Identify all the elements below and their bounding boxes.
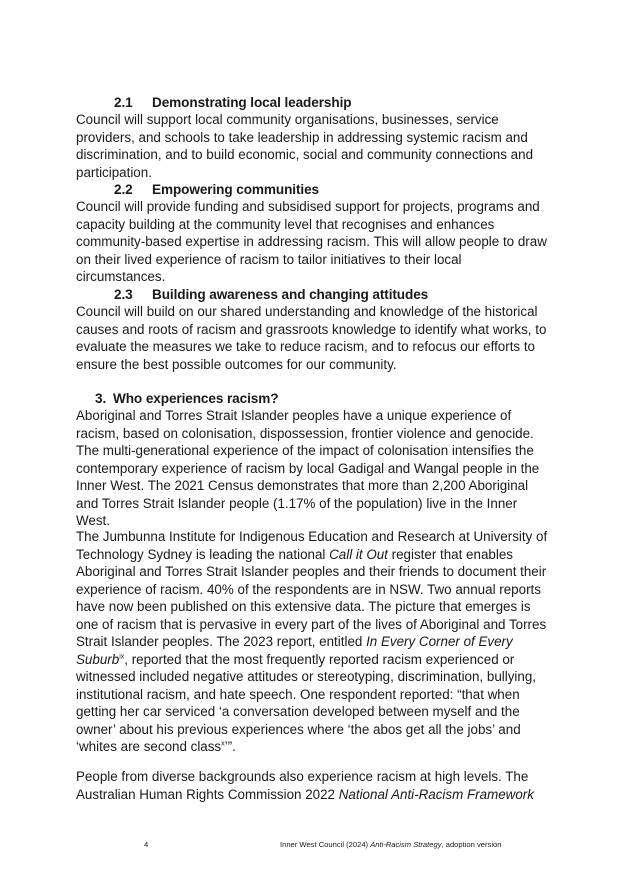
text-run: The Jumbunna Institute for Indigenous Education and Research at University of Technology Sydney is leading the national [76, 529, 548, 562]
section-title: Empowering communities [152, 182, 319, 197]
page-number: 4 [144, 840, 149, 849]
section-body-2-2: Council will provide funding and subsidised support for projects, programs and capacity building at the community level that recognises and enhances community-based expertise in addressing racism. This will allow people to draw on their lived experience of racism to tailor initiatives to their local circumstances. [76, 199, 547, 284]
section3-paragraph-2 [76, 528, 552, 756]
section-body-2-1: Council will support local community organisations, businesses, service providers, and schools to take leadership in addressing systemic racism and discrimination, and to build economic, social and community connections and participation. [76, 112, 534, 180]
text-run: Inner West Council (2024) [280, 840, 371, 849]
text-run: register that enables Aboriginal and Torres Strait Islander peoples and their friends to document their experience of racism. 40% of the respondents are in NSW. Two annual reports have now been published on this extensive data. The picture that emerges is one of racism that is pervasive in every part of the lives of Aboriginal and Torres Strait Islander peoples. The 2023 report, entitled [76, 546, 547, 649]
footer-citation [280, 840, 501, 850]
report-title: In Every Corner of Every Suburb [76, 634, 513, 667]
section-title: Who experiences racism? [113, 391, 279, 406]
endnote-marker: ix [119, 653, 125, 661]
section-number: 2.1 [114, 95, 133, 110]
section3-paragraph-3 [76, 768, 552, 803]
framework-title: National Anti-Racism Framework [338, 786, 534, 802]
section-title: Building awareness and changing attitudes [152, 287, 429, 302]
register-name: Call it Out [329, 546, 388, 562]
endnote-marker: x [221, 740, 225, 748]
section-number: 3. [95, 391, 107, 406]
text-run: , reported that the most frequently reported racism experienced or witnessed included negative attitudes or stereotyping, discrimination, bullying, institutional racism, and hate speech. One respondent reported: “that when getting her car serviced ‘a conversation developed between myself and the owner’ about his previous experiences where ‘the abos get all the jobs’ and ‘whites are second class [76, 651, 537, 754]
section-title: Demonstrating local leadership [152, 95, 352, 110]
section3-paragraph-1: Aboriginal and Torres Strait Islander peoples have a unique experience of racism, based on colonisation, dispossession, frontier violence and genocide. The multi-generational experience of the impact of colonisation intensifies the contemporary experience of racism by local Gadigal and Wangal people in the Inner West. The 2021 Census demonstrates that more than 2,200 Aboriginal and Torres Strait Islander people (1.17% of the population) live in the Inner West. [76, 408, 540, 528]
section-body-2-3: Council will build on our shared understanding and knowledge of the historical causes and roots of racism and grassroots knowledge to identify what works, to evaluate the measures we take to reduce racism, and to refocus our efforts to ensure the best possible outcomes for our community. [76, 304, 547, 372]
text-run: People from diverse backgrounds also experience racism at high levels. The Australian Human Rights Commission 2022 [76, 769, 529, 802]
section-number: 2.3 [114, 287, 133, 302]
section-number: 2.2 [114, 182, 133, 197]
document-title: Anti-Racism Strategy [370, 840, 442, 849]
text-run: ’”. [224, 739, 236, 754]
text-run: , adoption version [441, 840, 502, 849]
